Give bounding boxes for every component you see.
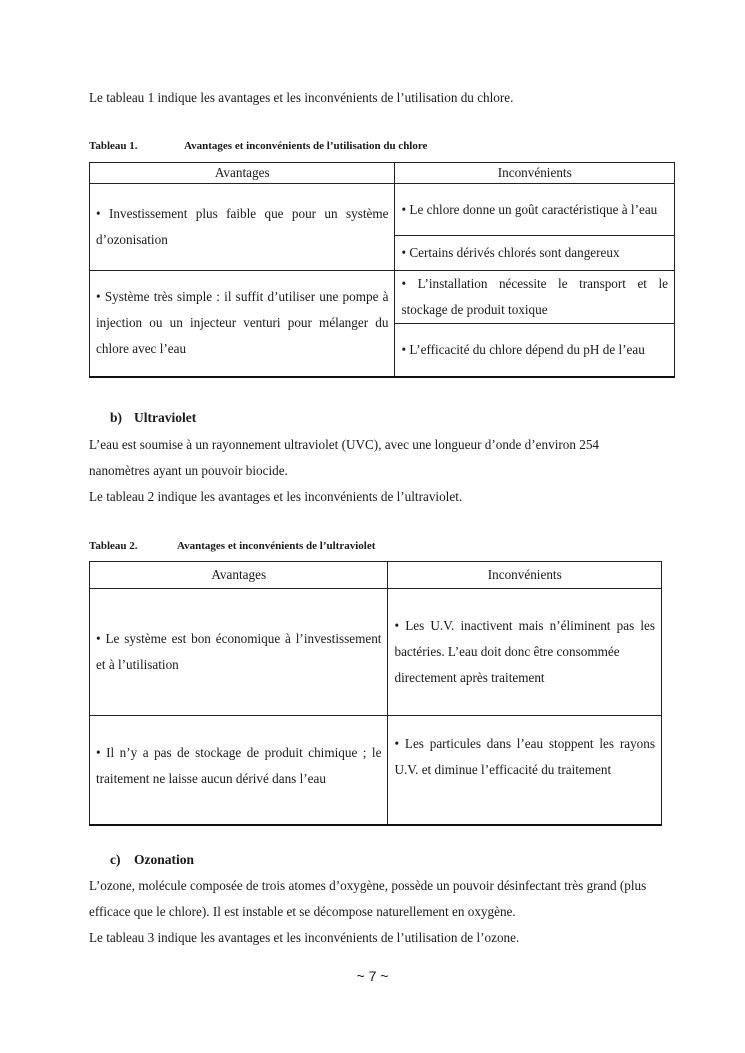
table2-number: Tableau 2. [89, 540, 138, 552]
table1-row1-advantage: • Investissement plus faible que pour un système d’ozonisation [90, 184, 395, 271]
table2-row2-advantage: • Il n’y a pas de stockage de produit chimique ; le traitement ne laisse aucun dérivé dans l’eau [90, 716, 388, 825]
section-b-letter: b) [110, 410, 123, 425]
table1-header-advantages: Avantages [90, 163, 395, 184]
table1-title: Avantages et inconvénients de l’utilisation du chlore [184, 140, 428, 152]
table1-row1-disadvantage-a: • Le chlore donne un goût caractéristique à l’eau [395, 184, 675, 236]
table2-intro-paragraph: Le tableau 2 indique les avantages et les inconvénients de l’ultraviolet. [89, 489, 463, 504]
section-b-title: Ultraviolet [134, 410, 197, 425]
section-b-heading [110, 410, 196, 426]
table1-header-disadvantages: Inconvénients [395, 163, 675, 184]
table2 [89, 561, 662, 826]
table2-title: Avantages et inconvénients de l’ultraviolet [177, 540, 376, 552]
table2-row2-disadvantage: • Les particules dans l’eau stoppent les rayons U.V. et diminue l’efficacité du traitement [388, 716, 662, 825]
page-number: ~ 7 ~ [356, 968, 389, 984]
table1-number: Tableau 1. [89, 140, 138, 152]
table2-row1-disadvantage-a: • Les U.V. inactivent mais n’éliminent pas les bactéries. L’eau doit donc être consommée [394, 618, 655, 659]
table2-row1-advantage: • Le système est bon économique à l’investissement et à l’utilisation [90, 589, 388, 716]
table2-header-disadvantages: Inconvénients [388, 562, 662, 589]
ultraviolet-paragraph: L’eau est soumise à un rayonnement ultraviolet (UVC), avec une longueur d’onde d’environ 254 nanomètres ayant un pouvoir biocide. [89, 437, 600, 478]
table2-row1-disadvantage [388, 589, 662, 716]
section-c-title: Ozonation [134, 852, 195, 867]
table1-row2-disadvantage-a: • L’installation nécessite le transport et le stockage de produit toxique [395, 271, 675, 324]
section-c-heading [110, 852, 194, 868]
ozonation-paragraph: L’ozone, molécule composée de trois atomes d’oxygène, possède un pouvoir désinfectant très grand (plus efficace que le chlore). Il est instable et se décompose naturellement en oxygène. [89, 878, 647, 919]
intro-paragraph: Le tableau 1 indique les avantages et les inconvénients de l’utilisation du chlore. [89, 90, 514, 105]
table1-row2-advantage: • Système très simple : il suffit d’utiliser une pompe à injection ou un injecteur venturi pour mélanger du chlore avec l’eau [90, 271, 395, 377]
table1-row1-disadvantage-b: • Certains dérivés chlorés sont dangereux [395, 236, 675, 271]
table2-caption [89, 540, 376, 552]
table2-row1-disadvantage-b: directement après traitement [394, 670, 545, 685]
table3-intro-paragraph: Le tableau 3 indique les avantages et les inconvénients de l’utilisation de l’ozone. [89, 930, 520, 945]
table1-caption [89, 140, 428, 152]
section-c-letter: c) [110, 852, 121, 867]
table1-row2-disadvantage-b: • L’efficacité du chlore dépend du pH de l’eau [395, 324, 675, 377]
table1 [89, 162, 675, 378]
table2-header-advantages: Avantages [90, 562, 388, 589]
